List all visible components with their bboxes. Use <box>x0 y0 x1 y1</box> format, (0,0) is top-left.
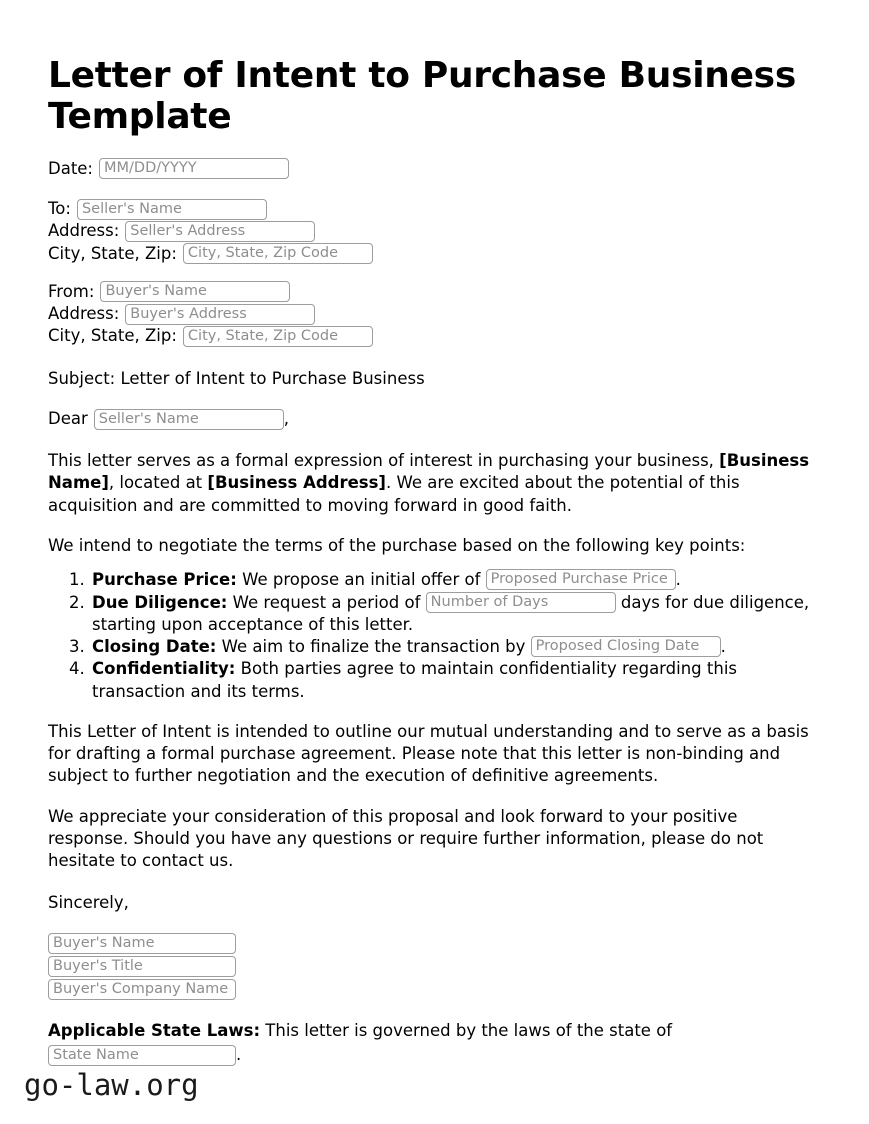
spacer <box>48 1002 821 1020</box>
recipient-name-row <box>48 198 821 220</box>
spacer <box>48 390 821 408</box>
spacer <box>48 430 821 450</box>
page-title: Letter of Intent to Purchase Business Template <box>48 55 796 138</box>
sender-name-row <box>48 281 821 303</box>
number-of-days-input[interactable]: Number of Days <box>426 592 616 613</box>
seller-name-input[interactable]: Seller's Name <box>77 199 267 220</box>
intro-text-part1: This letter serves as a formal expression of interest in purchasing your business, <box>48 451 720 471</box>
key-point-text-after: days for due diligence, starting upon acceptance of this letter. <box>92 592 810 634</box>
seller-city-input[interactable]: City, State, Zip Code <box>183 243 373 264</box>
proposed-closing-date-input[interactable]: Proposed Closing Date <box>531 636 721 657</box>
state-name-row <box>48 1045 821 1066</box>
spacer <box>48 703 821 721</box>
recipient-address-row <box>48 220 821 242</box>
intro-text-part3: . We are excited about the potential of this acquisition and are committed to moving forward in good faith. <box>48 473 740 515</box>
key-point-text-after: . <box>720 637 726 657</box>
state-laws-period: . <box>236 1044 242 1064</box>
date-row <box>48 158 821 180</box>
key-points-list <box>48 569 821 703</box>
state-laws-text: This letter is governed by the laws of the state of <box>260 1020 673 1040</box>
seller-city-label: City, State, Zip: <box>48 243 177 263</box>
proposed-purchase-price-input[interactable]: Proposed Purchase Price <box>486 569 676 590</box>
signature-block <box>48 933 821 1000</box>
from-label: From: <box>48 281 95 301</box>
key-point-text-after: . <box>675 570 681 590</box>
recipient-city-row <box>48 243 821 265</box>
negotiate-intro-paragraph: We intend to negotiate the terms of the purchase based on the following key points: <box>48 535 746 555</box>
key-point-text-before: We aim to finalize the transaction by <box>216 637 531 657</box>
buyer-city-input[interactable]: City, State, Zip Code <box>183 326 373 347</box>
state-laws-paragraph <box>48 1020 821 1042</box>
business-name-token: [Business Name] <box>48 451 810 493</box>
seller-address-input[interactable]: Seller's Address <box>125 221 315 242</box>
sender-city-row <box>48 325 821 347</box>
spacer <box>48 348 821 368</box>
date-label: Date: <box>48 158 93 178</box>
list-item <box>90 592 821 637</box>
closing-paragraph-2: We appreciate your consideration of this proposal and look forward to your positive response. Should you have any questions or require further information, please do not hesitate to contact us. <box>48 806 764 871</box>
spacer <box>48 265 821 281</box>
key-point-text-before: We request a period of <box>227 592 426 612</box>
signature-buyer-name-input[interactable]: Buyer's Name <box>48 933 236 954</box>
spacer <box>48 915 821 933</box>
spacer <box>48 557 821 569</box>
list-item <box>90 636 821 658</box>
salutation-row <box>48 408 821 430</box>
subject-line: Subject: Letter of Intent to Purchase Business <box>48 368 425 388</box>
sender-address-row <box>48 303 821 325</box>
spacer <box>48 138 821 158</box>
key-point-term: Closing Date: <box>92 637 217 657</box>
date-input[interactable]: MM/DD/YYYY <box>99 158 289 179</box>
key-point-text-before: We propose an initial offer of <box>236 570 486 590</box>
recipient-block <box>48 198 821 265</box>
intro-paragraph <box>48 450 821 517</box>
list-item <box>90 658 821 703</box>
seller-address-label: Address: <box>48 221 120 241</box>
key-point-term: Confidentiality: <box>92 659 236 679</box>
signature-buyer-title-input[interactable]: Buyer's Title <box>48 956 236 977</box>
signoff-text: Sincerely, <box>48 893 129 913</box>
state-laws-heading: Applicable State Laws: <box>48 1020 261 1040</box>
dear-label: Dear <box>48 408 88 428</box>
list-item <box>90 569 821 591</box>
buyer-name-input[interactable]: Buyer's Name <box>100 281 290 302</box>
buyer-address-input[interactable]: Buyer's Address <box>125 304 315 325</box>
spacer <box>48 872 821 892</box>
sender-block <box>48 281 821 348</box>
key-point-text-before: Both parties agree to maintain confidentiality regarding this transaction and its terms. <box>92 659 738 701</box>
key-point-term: Purchase Price: <box>92 570 237 590</box>
business-address-token: [Business Address] <box>207 473 386 493</box>
signature-buyer-company-input[interactable]: Buyer's Company Name <box>48 979 236 1000</box>
to-label: To: <box>48 199 71 219</box>
spacer <box>48 180 821 198</box>
key-point-term: Due Diligence: <box>92 592 228 612</box>
intro-text-part2: , located at <box>108 473 208 493</box>
site-brand: go-law.org <box>24 1068 199 1102</box>
salutation-name-input[interactable]: Seller's Name <box>94 409 284 430</box>
closing-paragraph-1: This Letter of Intent is intended to outline our mutual understanding and to serve as a basis for drafting a formal purchase agreement. Please note that this letter is non-binding and subject to further negotiation and the execution of definitive agreements. <box>48 721 809 786</box>
buyer-city-label: City, State, Zip: <box>48 326 177 346</box>
state-name-input[interactable]: State Name <box>48 1045 236 1066</box>
buyer-address-label: Address: <box>48 304 120 324</box>
salutation-comma: , <box>283 408 290 428</box>
spacer <box>48 788 821 806</box>
spacer <box>48 517 821 535</box>
